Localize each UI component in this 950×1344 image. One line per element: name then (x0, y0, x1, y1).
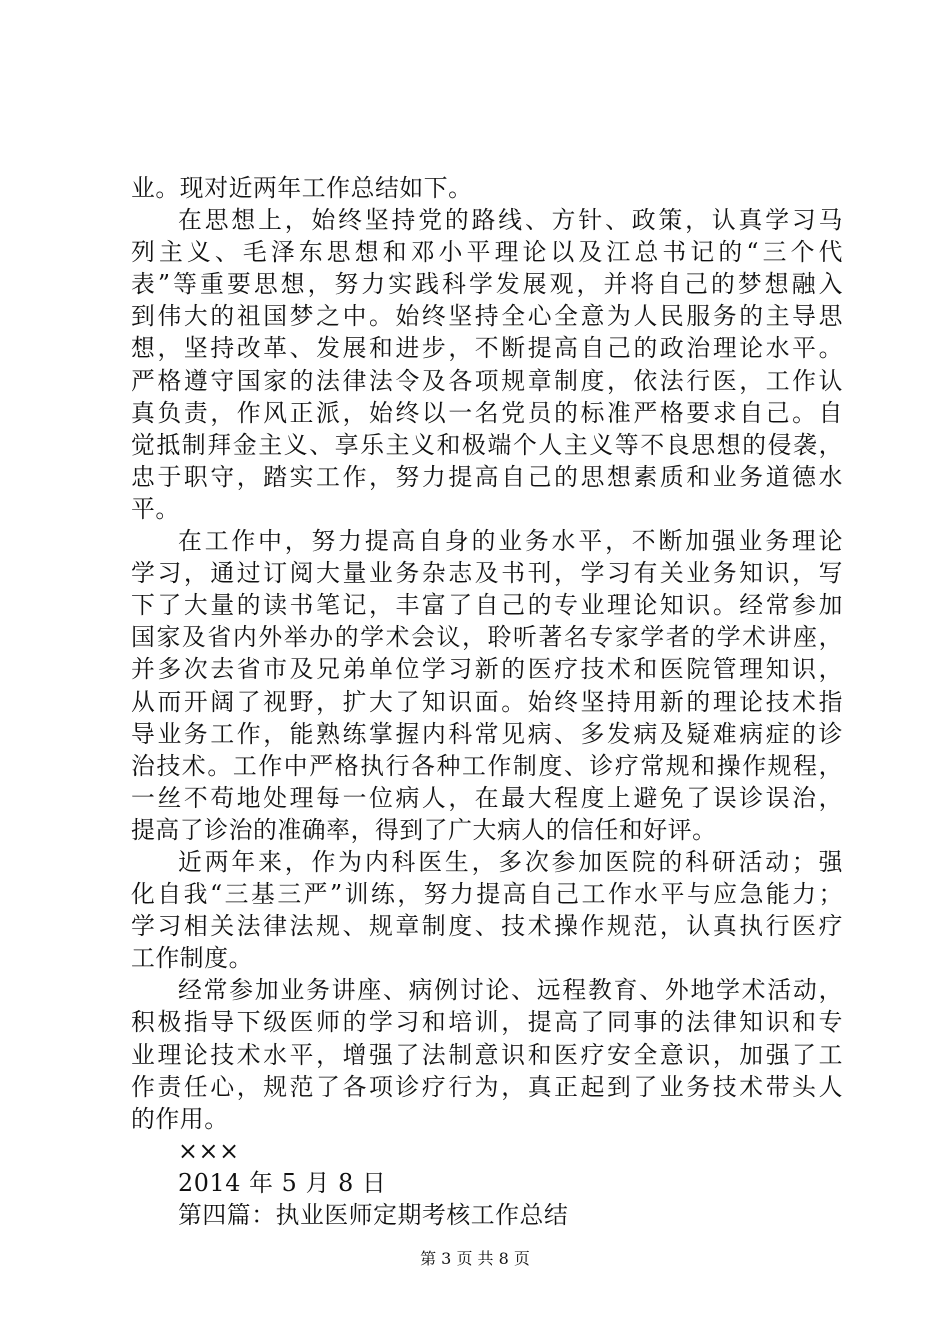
text-line: 到伟大的祖国梦之中。始终坚持全心全意为人民服务的主导思 (131, 302, 843, 331)
text-line: 第四篇：执业医师定期考核工作总结 (178, 1201, 569, 1229)
text-line: 一丝不苟地处理每一位病人，在最大程度上避免了误诊误治， (131, 783, 843, 812)
text-line: 化自我“三基三严”训练，努力提高自己工作水平与应急能力； (131, 880, 843, 909)
page-footer: 第 3 页 共 8 页 (420, 1249, 530, 1268)
text-line: 业理论技术水平，增强了法制意识和医疗安全意识，加强了工 (131, 1040, 843, 1069)
text-line: 业。现对近两年工作总结如下。 (131, 174, 473, 202)
text-line: 2014 年 5 月 8 日 (178, 1168, 387, 1197)
text-line: 严格遵守国家的法律法令及各项规章制度，依法行医，工作认 (131, 366, 843, 395)
text-line: 工作制度。 (131, 944, 253, 973)
text-line: 想，坚持改革、发展和进步，不断提高自己的政治理论水平。 (131, 334, 843, 363)
text-line: 近两年来，作为内科医生，多次参加医院的科研活动；强 (178, 847, 843, 876)
text-line: 觉抵制拜金主义、享乐主义和极端个人主义等不良思想的侵袭， (131, 430, 843, 459)
text-line: 导业务工作，能熟练掌握内科常见病、多发病及疑难病症的诊 (131, 719, 843, 748)
text-line: 忠于职守，踏实工作，努力提高自己的思想素质和业务道德水 (131, 462, 843, 491)
text-line: 平。 (131, 494, 180, 523)
text-line: 的作用。 (131, 1104, 229, 1133)
document-body (131, 172, 843, 1231)
text-line: 真负责，作风正派，始终以一名党员的标准严格要求自己。自 (131, 398, 843, 427)
text-line: 作责任心，规范了各项诊疗行为，真正起到了业务技术带头人 (131, 1072, 843, 1101)
text-line: 提高了诊治的准确率，得到了广大病人的信任和好评。 (131, 815, 717, 844)
text-line: 学习相关法律法规、规章制度、技术操作规范，认真执行医疗 (131, 912, 843, 941)
text-line: 表”等重要思想，努力实践科学发展观，并将自己的梦想融入 (131, 270, 843, 299)
text-line: 经常参加业务讲座、病例讨论、远程教育、外地学术活动， (178, 976, 843, 1005)
text-line: 在思想上，始终坚持党的路线、方针、政策，认真学习马 (178, 206, 843, 235)
text-line: 下了大量的读书笔记，丰富了自己的专业理论知识。经常参加 (131, 591, 843, 620)
text-line: 在工作中，努力提高自身的业务水平，不断加强业务理论 (178, 527, 843, 556)
text-line: 积极指导下级医师的学习和培训，提高了同事的法律知识和专 (131, 1008, 843, 1037)
text-line: 并多次去省市及兄弟单位学习新的医疗技术和医院管理知识， (131, 655, 843, 684)
text-line: 学习，通过订阅大量业务杂志及书刊，学习有关业务知识，写 (131, 559, 843, 588)
text-line: 从而开阔了视野，扩大了知识面。始终坚持用新的理论技术指 (131, 687, 843, 716)
text-line: 国家及省内外举办的学术会议，聆听著名专家学者的学术讲座， (131, 623, 843, 652)
text-line: 列主义、毛泽东思想和邓小平理论以及江总书记的“三个代 (131, 238, 843, 267)
text-line: ××× (178, 1136, 240, 1165)
text-line: 治技术。工作中严格执行各种工作制度、诊疗常规和操作规程， (131, 751, 843, 780)
